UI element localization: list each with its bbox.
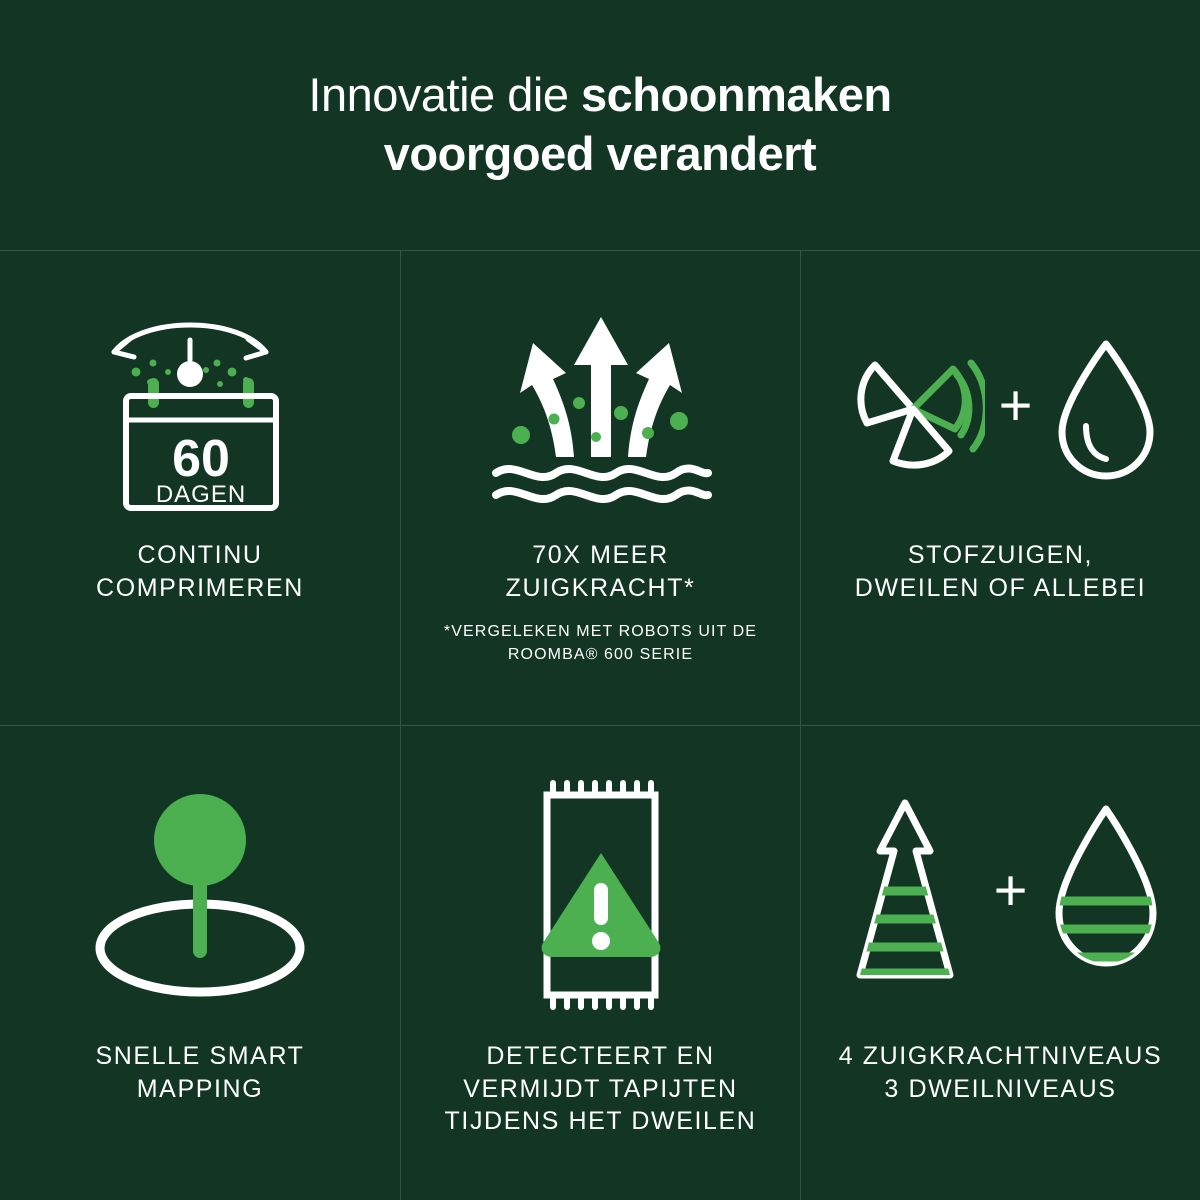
caption-line-1: SNELLE SMART (95, 1042, 305, 1070)
water-drop-icon (1046, 330, 1166, 490)
caption-line-2: VERMIJDT TAPIJTEN (463, 1074, 738, 1103)
suction-levels-icon (830, 795, 980, 995)
mop-levels-drop-icon (1041, 795, 1171, 995)
feature-caption (96, 539, 304, 604)
caption-line-2: ZUIGKRACHT* (505, 573, 696, 602)
feature-cell-smart-mapping (0, 725, 400, 1200)
feature-caption (95, 1040, 304, 1105)
feature-caption (445, 1040, 757, 1138)
icon-container (419, 285, 782, 535)
plus-symbol: + (998, 373, 1033, 438)
header (0, 0, 1200, 250)
page-title (308, 66, 891, 184)
feature-grid (0, 250, 1200, 1200)
icon-container (419, 760, 782, 1030)
caption-line-2: COMPRIMEREN (96, 573, 304, 602)
feature-caption (839, 1040, 1163, 1105)
icon-container (18, 285, 382, 535)
icon-row (830, 795, 1172, 995)
icon-container (819, 760, 1182, 1030)
icon-row (835, 330, 1167, 490)
caption-line-2: MAPPING (136, 1074, 264, 1103)
caption-line-2: 3 DWEILNIVEAUS (884, 1074, 1117, 1103)
headline-line2-bold: voorgoed verandert (383, 127, 817, 180)
calendar-60-days-icon (80, 300, 320, 520)
feature-subcaption (444, 620, 757, 666)
smart-mapping-pin-icon (80, 780, 320, 1010)
feature-cell-stofzuigen-dweilen (800, 250, 1200, 725)
badge-unit: DAGEN (155, 481, 247, 508)
feature-caption (506, 539, 696, 604)
feature-cell-zuigkracht (400, 250, 800, 725)
feature-caption (855, 539, 1146, 604)
subcaption-line-1: *VERGELEKEN MET ROBOTS UIT DE (443, 623, 758, 640)
carpet-detect-warning-icon (501, 775, 701, 1015)
caption-line-1: STOFZUIGEN, (907, 541, 1094, 569)
caption-line-1: DETECTEERT EN (486, 1042, 715, 1070)
caption-line-1: 4 ZUIGKRACHTNIVEAUS (838, 1042, 1163, 1070)
headline-line1-light: Innovatie die (308, 68, 582, 122)
feature-cell-tapijt-detectie (400, 725, 800, 1200)
icon-container (18, 760, 382, 1030)
headline-line1-bold: schoonmaken (581, 68, 892, 122)
plus-symbol: + (993, 858, 1028, 923)
icon-container (819, 285, 1182, 535)
caption-line-3: TIJDENS HET DWEILEN (444, 1107, 757, 1135)
caption-line-1: CONTINU (137, 541, 263, 569)
suction-arrows-icon (476, 295, 726, 525)
feature-cell-niveaus (800, 725, 1200, 1200)
caption-line-2: DWEILEN OF ALLEBEI (854, 573, 1147, 602)
badge-number: 60 (172, 430, 230, 488)
caption-line-1: 70X MEER (532, 541, 669, 569)
subcaption-line-2: ROOMBA® 600 SERIE (507, 646, 694, 664)
vacuum-suction-icon (835, 335, 985, 485)
feature-cell-continu-comprimeren (0, 250, 400, 725)
